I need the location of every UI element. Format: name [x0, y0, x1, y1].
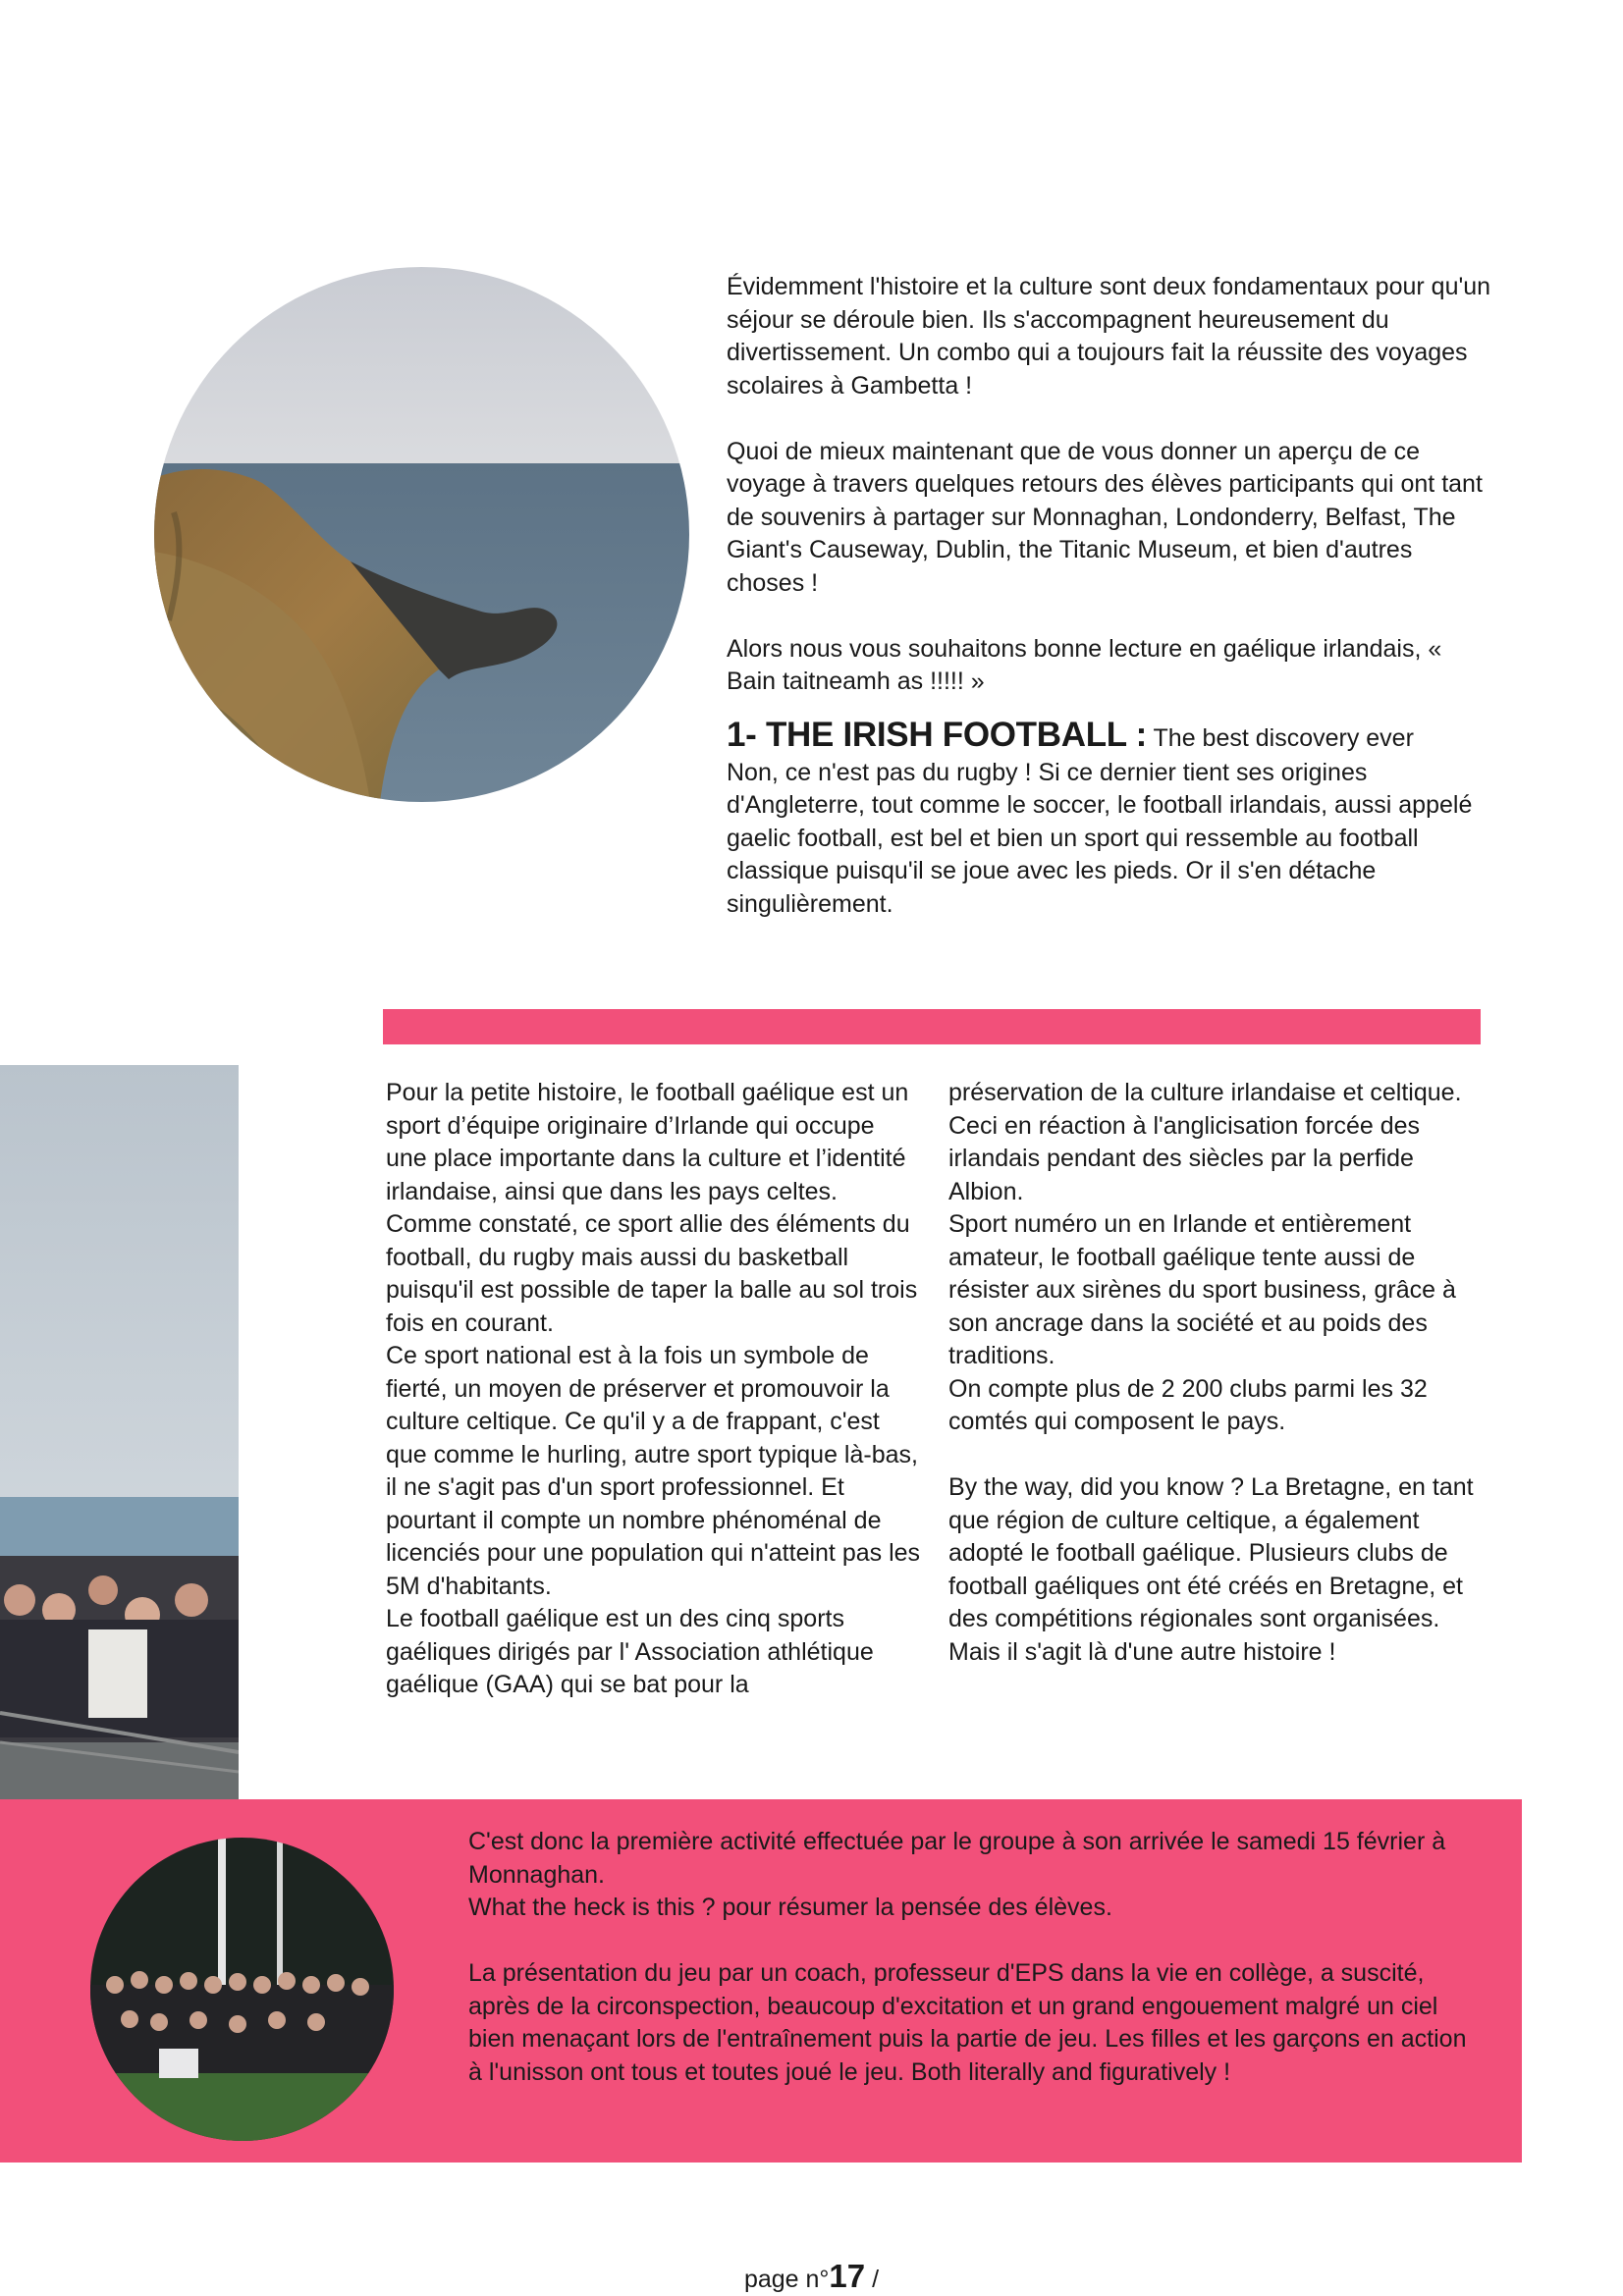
team-photo	[90, 1838, 394, 2141]
pink-divider-bar	[383, 1009, 1481, 1044]
highlight-paragraph-3: La présentation du jeu par un coach, professeur d'EPS dans la vie en collège, a suscité, après de la circonspection, beaucoup d'excitation et un grand engouement malgré un ciel bien menaçant lors de l'entraînement puis la partie de jeu. Les filles et les garçons en action à l'unisson ont tous et toutes joué le jeu. Both literally and figuratively !	[468, 1959, 1467, 2086]
page-number-suffix: /	[865, 2266, 880, 2293]
section-lead: Non, ce n'est pas du rugby ! Si ce dernier tient ses origines d'Angleterre, tout comme le soccer, le football irlandais, aussi appelé gaelic football, est bel et bien un sport qui ressemble au football classique puisqu'il se joue avec les pieds. Or il s'en détache singulièrement.	[727, 758, 1473, 918]
intro-paragraph-1: Évidemment l'histoire et la culture sont deux fondamentaux pour qu'un séjour se déroule bien. Ils s'accompagnent heureusement du divertissement. Un combo qui a toujours fait la réussite des voyages scolaires à Gambetta !	[727, 273, 1491, 400]
page-number-prefix: page n°	[743, 2266, 830, 2293]
page-footer	[0, 2258, 1623, 2295]
column-left-paragraph-1: Pour la petite histoire, le football gaélique est un sport d’équipe originaire d’Irlande qui occupe une place importante dans la culture et l’identité irlandaise, ainsi que dans les pays celtes. Comme constaté, ce sport allie des éléments du football, du rugby mais aussi du basketball puisqu'il est possible de taper la balle au sol trois fois en courant.	[386, 1079, 918, 1337]
column-left-paragraph-2: Ce sport national est à la fois un symbole de fierté, un moyen de préserver et promouvoir la culture celtique. Ce qu'il y a de frappant, c'est que comme le hurling, autre sport typique là-bas, il ne s'agit pas d'un sport professionnel. Et pourtant il compte un nombre phénoménal de licenciés pour une population qui n'atteint pas les 5M d'habitants.	[386, 1342, 921, 1600]
group-photo-strip	[0, 1065, 239, 1799]
highlight-box-text	[468, 1826, 1480, 2089]
column-left-paragraph-3: Le football gaélique est un des cinq sports gaéliques dirigés par l' Association athlétique gaélique (GAA) qui se bat pour la	[386, 1605, 874, 1698]
column-right-paragraph-4: By the way, did you know ? La Bretagne, en tant que région de culture celtique, a également adopté le football gaélique. Plusieurs clubs de football gaéliques ont été créés en Bretagne, et des compétitions régionales sont organisées. Mais il s'agit là d'une autre histoire !	[948, 1473, 1474, 1666]
column-right-paragraph-1: préservation de la culture irlandaise et celtique. Ceci en réaction à l'anglicisation forcée des irlandais pendant des siècles par la perfide Albion.	[948, 1079, 1462, 1205]
column-right-paragraph-3: On compte plus de 2 200 clubs parmi les 32 comtés qui composent le pays.	[948, 1374, 1428, 1435]
intro-paragraph-3: Alors nous vous souhaitons bonne lecture en gaélique irlandais, « Bain taitneamh as !!!!! »	[727, 634, 1442, 695]
highlight-paragraph-2: What the heck is this ? pour résumer la pensée des élèves.	[468, 1894, 1112, 1921]
column-right-paragraph-2: Sport numéro un en Irlande et entièrement amateur, le football gaélique tente aussi de résister aux sirènes du sport business, grâce à son ancrage dans la société et au poids des traditions.	[948, 1210, 1456, 1369]
section-title: 1- THE IRISH FOOTBALL :	[727, 715, 1148, 754]
highlight-paragraph-1: C'est donc la première activité effectuée par le groupe à son arrivée le samedi 15 février à Monnaghan.	[468, 1828, 1446, 1889]
cliff-photo	[154, 267, 689, 802]
page-number: 17	[829, 2258, 866, 2294]
column-right	[948, 1077, 1484, 1669]
column-left	[386, 1077, 921, 1702]
intro-paragraph-2: Quoi de mieux maintenant que de vous donner un aperçu de ce voyage à travers quelques retours des élèves participants qui ont tant de souvenirs à partager sur Monnaghan, Londonderry, Belfast, The Giant's Causeway, Dublin, the Titanic Museum, et bien d'autres choses !	[727, 437, 1483, 597]
intro-text	[727, 271, 1492, 921]
section-heading	[727, 717, 1492, 757]
section-subtitle: The best discovery ever	[1153, 723, 1414, 752]
